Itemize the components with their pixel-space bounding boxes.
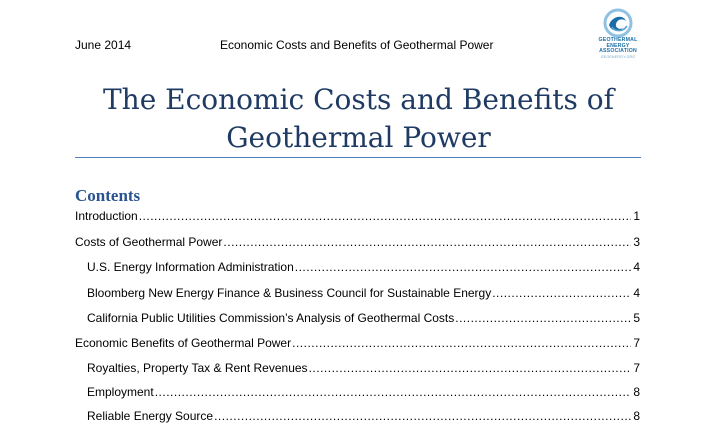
toc-label: Employment [87,385,154,399]
title-divider [75,157,641,158]
toc-label: U.S. Energy Information Administration [87,260,294,274]
toc-row[interactable] [87,407,640,423]
toc-leader-dots [295,260,632,274]
toc-label: Royalties, Property Tax & Rent Revenues [87,361,308,375]
toc-row[interactable] [87,284,640,300]
toc-leader-dots [223,235,631,249]
toc-label: Costs of Geothermal Power [75,235,223,249]
logo-line-1: GEOTHERMAL [598,37,638,43]
toc-label: California Public Utilities Commission’s Analysis of Geothermal Costs [87,311,455,325]
toc-label: Bloomberg New Energy Finance & Business Council for Sustainable Energy [87,286,492,300]
toc-page-number: 5 [633,311,640,325]
toc-page-number: 7 [633,336,640,350]
toc-page-number: 4 [633,286,640,300]
document-title [0,81,717,157]
contents-heading: Contents [75,186,141,205]
toc-leader-dots [309,361,632,375]
toc-row[interactable] [75,334,640,350]
toc-row[interactable] [75,233,640,249]
wave-logo-icon [603,8,633,38]
toc-leader-dots [455,311,631,325]
toc-leader-dots [492,286,631,300]
logo-line-2: ENERGY [606,42,630,49]
geothermal-energy-association-logo [588,8,648,70]
toc-row[interactable] [87,309,640,325]
toc-page-number: 1 [633,209,640,223]
toc-page-number: 7 [633,361,640,375]
toc-leader-dots [139,209,632,223]
toc-leader-dots [214,409,631,423]
toc-page-number: 8 [633,409,640,423]
toc-row[interactable] [87,258,640,274]
document-title-line-2: Geothermal Power [226,121,491,154]
toc-label: Economic Benefits of Geothermal Power [75,336,292,350]
toc-page-number: 4 [633,260,640,274]
logo-subtext: GEOENERGY.ORG [600,54,636,59]
header-running-title: Economic Costs and Benefits of Geothermal Power [220,38,494,52]
toc-label: Introduction [75,209,138,223]
toc-row[interactable] [87,359,640,375]
toc-page-number: 8 [633,385,640,399]
toc-row[interactable] [75,207,640,223]
header-date: June 2014 [75,38,132,52]
toc-page-number: 3 [633,235,640,249]
logo-line-3: ASSOCIATION [599,48,637,55]
toc-leader-dots [155,385,632,399]
toc-label: Reliable Energy Source [87,409,214,423]
toc-row[interactable] [87,383,640,399]
toc-leader-dots [292,336,631,350]
document-title-line-1: The Economic Costs and Benefits of [102,83,615,116]
